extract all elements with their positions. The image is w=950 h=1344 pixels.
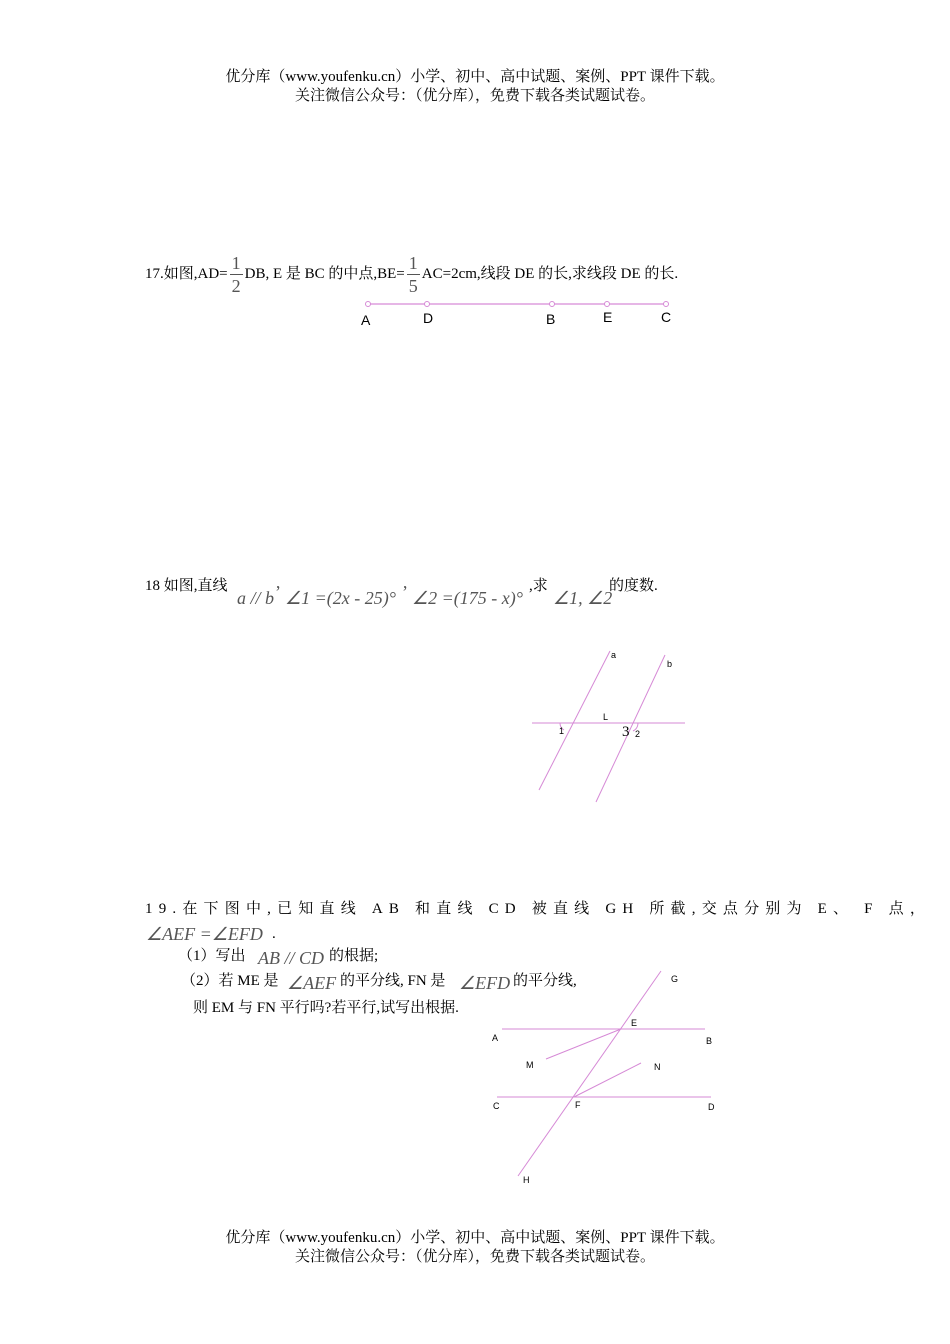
q18-suffix: 的度数.	[609, 578, 658, 594]
q17-frac1-num: 1	[231, 253, 241, 274]
q18-separator-2: ’	[402, 582, 408, 602]
q18-parallel-expr: a // b	[237, 588, 275, 608]
q18-prefix: 18 如图,直线	[145, 578, 228, 594]
label-angle-1: 1	[559, 726, 565, 736]
label-angle-3: 3	[622, 724, 630, 740]
header-line-1: 优分库（www.youfenku.cn）小学、初中、高中试题、案例、PPT 课件下载。	[225, 69, 725, 85]
q18-separator-1: ’	[275, 582, 281, 602]
q19-transversal-figure	[488, 964, 728, 1184]
q19-part1-prefix: （1）写出	[178, 948, 246, 964]
q17-frac1-den: 2	[231, 276, 241, 297]
label-c: C	[661, 309, 672, 325]
q18-parallel-lines-figure	[530, 648, 690, 808]
q19-part1-suffix: 的根据;	[329, 948, 379, 964]
label-e: E	[603, 309, 613, 325]
question-19-line-1: 19.在下图中,已知直线 AB 和直线 CD 被直线 GH 所截,交点分别为 E、 F 点，	[145, 901, 932, 917]
q19-part2-mid: 的平分线, FN 是	[340, 973, 446, 989]
q19-part3: 则 EM 与 FN 平行吗?若平行,试写出根据.	[193, 1000, 459, 1016]
q19-part2-suffix: 的平分线,	[513, 973, 577, 989]
line-gh	[518, 971, 661, 1176]
label-a: A	[361, 312, 371, 328]
q19-part1-expr: AB // CD	[258, 948, 324, 968]
q18-angle1-expr: ∠1 =(2x - 25)°	[285, 588, 396, 608]
q17-frac2-num: 1	[408, 253, 418, 274]
point-a	[366, 302, 371, 307]
label-line-l: L	[603, 712, 609, 722]
point-e	[605, 302, 610, 307]
line-a	[539, 651, 610, 790]
q17-segment-figure	[355, 296, 685, 332]
q18-angle2-expr: ∠2 =(175 - x)°	[412, 588, 523, 608]
label-line-a: a	[611, 650, 617, 660]
q19-condition-end: .	[272, 926, 276, 942]
label-d-19: D	[708, 1102, 715, 1112]
label-e-19: E	[631, 1018, 638, 1028]
q18-angles-expr: ∠1, ∠2	[553, 588, 613, 608]
label-line-b: b	[667, 659, 673, 669]
footer-line-2: 关注微信公众号：（优分库），免费下载各类试题试卷。	[294, 1249, 655, 1265]
label-d: D	[423, 310, 434, 326]
label-b: B	[546, 311, 556, 327]
point-b	[550, 302, 555, 307]
q17-frac2-den: 5	[408, 276, 418, 297]
footer-line-1: 优分库（www.youfenku.cn）小学、初中、高中试题、案例、PPT 课件下载。	[225, 1230, 725, 1246]
q19-part2-expr1: ∠AEF	[287, 973, 337, 993]
label-a-19: A	[492, 1033, 499, 1043]
label-c-19: C	[493, 1101, 500, 1111]
question-18-text	[145, 576, 228, 596]
label-m: M	[526, 1060, 534, 1070]
q17-prefix: 17.如图,AD=	[145, 266, 228, 282]
point-c	[664, 302, 669, 307]
q18-ask: ,求	[529, 578, 548, 594]
question-17-text	[145, 250, 678, 298]
label-angle-2: 2	[635, 729, 641, 739]
ray-fn	[574, 1063, 641, 1097]
label-b-19: B	[706, 1036, 713, 1046]
header-line-2: 关注微信公众号：（优分库），免费下载各类试题试卷。	[294, 88, 655, 104]
label-n: N	[654, 1062, 661, 1072]
q17-fraction-1	[230, 252, 243, 297]
label-h: H	[523, 1175, 530, 1185]
q17-suffix: AC=2cm,线段 DE 的长,求线段 DE 的长.	[421, 266, 679, 282]
q19-condition-expr: ∠AEF =∠EFD	[146, 924, 263, 944]
q17-fraction-2	[407, 252, 420, 297]
point-d	[425, 302, 430, 307]
label-f: F	[575, 1100, 581, 1110]
q17-mid: DB, E 是 BC 的中点,BE=	[244, 266, 405, 282]
line-b	[596, 655, 665, 802]
q19-part2-expr2: ∠EFD	[459, 973, 511, 993]
q19-part2-prefix: （2）若 ME 是	[181, 973, 279, 989]
label-g: G	[671, 974, 679, 984]
